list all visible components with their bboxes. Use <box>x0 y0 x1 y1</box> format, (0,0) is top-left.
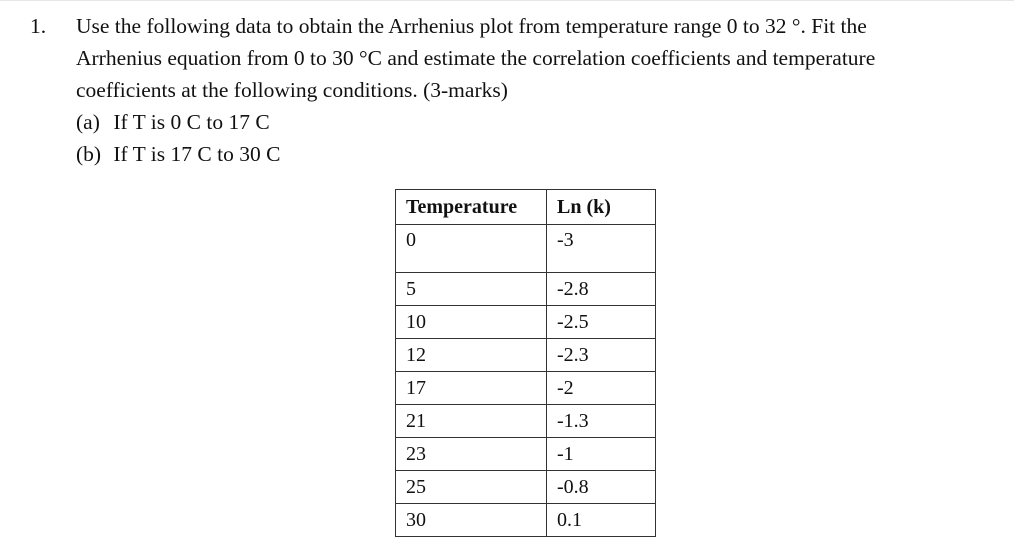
table-row <box>396 372 656 405</box>
table-row <box>396 306 656 339</box>
sub-question-text: If T is 0 C to 17 C <box>113 110 270 134</box>
cell-ln-k: 0.1 <box>547 504 656 537</box>
cell-ln-k: -2 <box>547 372 656 405</box>
cell-temperature: 21 <box>396 405 547 438</box>
cell-ln-k: -3 <box>547 225 656 273</box>
table-header-row <box>396 190 656 225</box>
cell-temperature: 17 <box>396 372 547 405</box>
question-number: 1. <box>30 14 47 38</box>
table-row <box>396 438 656 471</box>
question-line: Use the following data to obtain the Arrhenius plot from temperature range 0 to 32 °. Fit the <box>76 14 867 38</box>
sub-question-list <box>76 106 676 170</box>
cell-temperature: 12 <box>396 339 547 372</box>
cell-ln-k: -0.8 <box>547 471 656 504</box>
sub-question-b <box>76 138 676 170</box>
cell-ln-k: -2.5 <box>547 306 656 339</box>
column-header-temperature: Temperature <box>396 190 547 225</box>
table-row <box>396 504 656 537</box>
question-text <box>76 10 1010 106</box>
cell-temperature: 25 <box>396 471 547 504</box>
sub-question-a <box>76 106 676 138</box>
cell-ln-k: -1 <box>547 438 656 471</box>
cell-temperature: 10 <box>396 306 547 339</box>
cell-ln-k: -2.8 <box>547 273 656 306</box>
question-line: Arrhenius equation from 0 to 30 °C and estimate the correlation coefficients and temperature <box>76 46 876 70</box>
sub-question-marker: (b) <box>76 142 102 166</box>
cell-ln-k: -1.3 <box>547 405 656 438</box>
cell-temperature: 5 <box>396 273 547 306</box>
table-row <box>396 339 656 372</box>
table-row <box>396 225 656 273</box>
cell-temperature: 0 <box>396 225 547 273</box>
column-header-ln-k: Ln (k) <box>547 190 656 225</box>
table-row <box>396 273 656 306</box>
sub-question-marker: (a) <box>76 110 100 134</box>
cell-ln-k: -2.3 <box>547 339 656 372</box>
data-table <box>395 189 656 537</box>
table-row <box>396 471 656 504</box>
top-divider <box>0 0 1014 1</box>
cell-temperature: 23 <box>396 438 547 471</box>
table-row <box>396 405 656 438</box>
question-line: coefficients at the following conditions. (3-marks) <box>76 78 508 102</box>
sub-question-text: If T is 17 C to 30 C <box>113 142 281 166</box>
cell-temperature: 30 <box>396 504 547 537</box>
